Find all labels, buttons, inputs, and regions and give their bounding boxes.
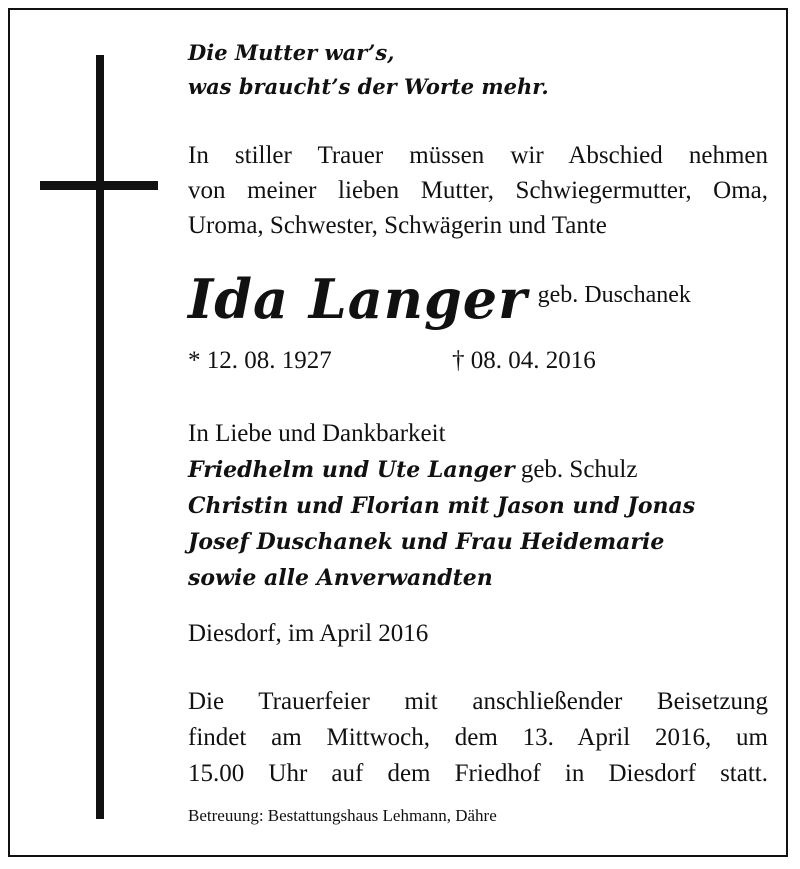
mourner-line-4: sowie alle Anverwandten [188, 565, 493, 591]
motto [188, 36, 768, 104]
undertaker-credit: Betreuung: Bestattungshaus Lehmann, Dähre [188, 806, 497, 825]
intro-paragraph [188, 138, 768, 243]
mourner-line-3: Josef Duschanek und Frau Heidemarie [188, 529, 665, 555]
cross-vertical-bar [96, 55, 104, 819]
mourner-line-1 [188, 452, 768, 488]
deceased-name: Ida Langer [188, 267, 528, 331]
intro-line-3: Uroma, Schwester, Schwägerin und Tante [188, 212, 607, 239]
mourner-maiden-suffix: geb. Schulz [514, 456, 638, 483]
funeral-line-3: 15.00 Uhr auf dem Friedhof in Diesdorf statt. [188, 760, 768, 787]
mourner-names-1: Friedhelm und Ute Langer [188, 457, 515, 483]
funeral-line-1: Die Trauerfeier mit anschließender Beisetzung [188, 688, 768, 715]
deceased-name-row [188, 266, 768, 332]
intro-line-1: In stiller Trauer müssen wir Abschied nehmen [188, 142, 768, 169]
place-date: Diesdorf, im April 2016 [188, 620, 429, 647]
mourners-block [188, 416, 768, 596]
mourners-intro: In Liebe und Dankbarkeit [188, 420, 446, 447]
mourner-line-2: Christin und Florian mit Jason und Jonas [188, 493, 696, 519]
motto-line-1: Die Mutter war’s, [188, 40, 395, 65]
birth-date: * 12. 08. 1927 [188, 347, 332, 374]
funeral-details [188, 684, 768, 792]
life-dates [188, 343, 768, 379]
funeral-line-2: findet am Mittwoch, dem 13. April 2016, um [188, 724, 768, 751]
maiden-name: geb. Duschanek [537, 282, 691, 308]
death-date: † 08. 04. 2016 [452, 347, 596, 374]
cross-horizontal-bar [40, 181, 158, 190]
intro-line-2: von meiner lieben Mutter, Schwiegermutter, Oma, [188, 177, 768, 204]
motto-line-2: was braucht’s der Worte mehr. [188, 74, 549, 99]
